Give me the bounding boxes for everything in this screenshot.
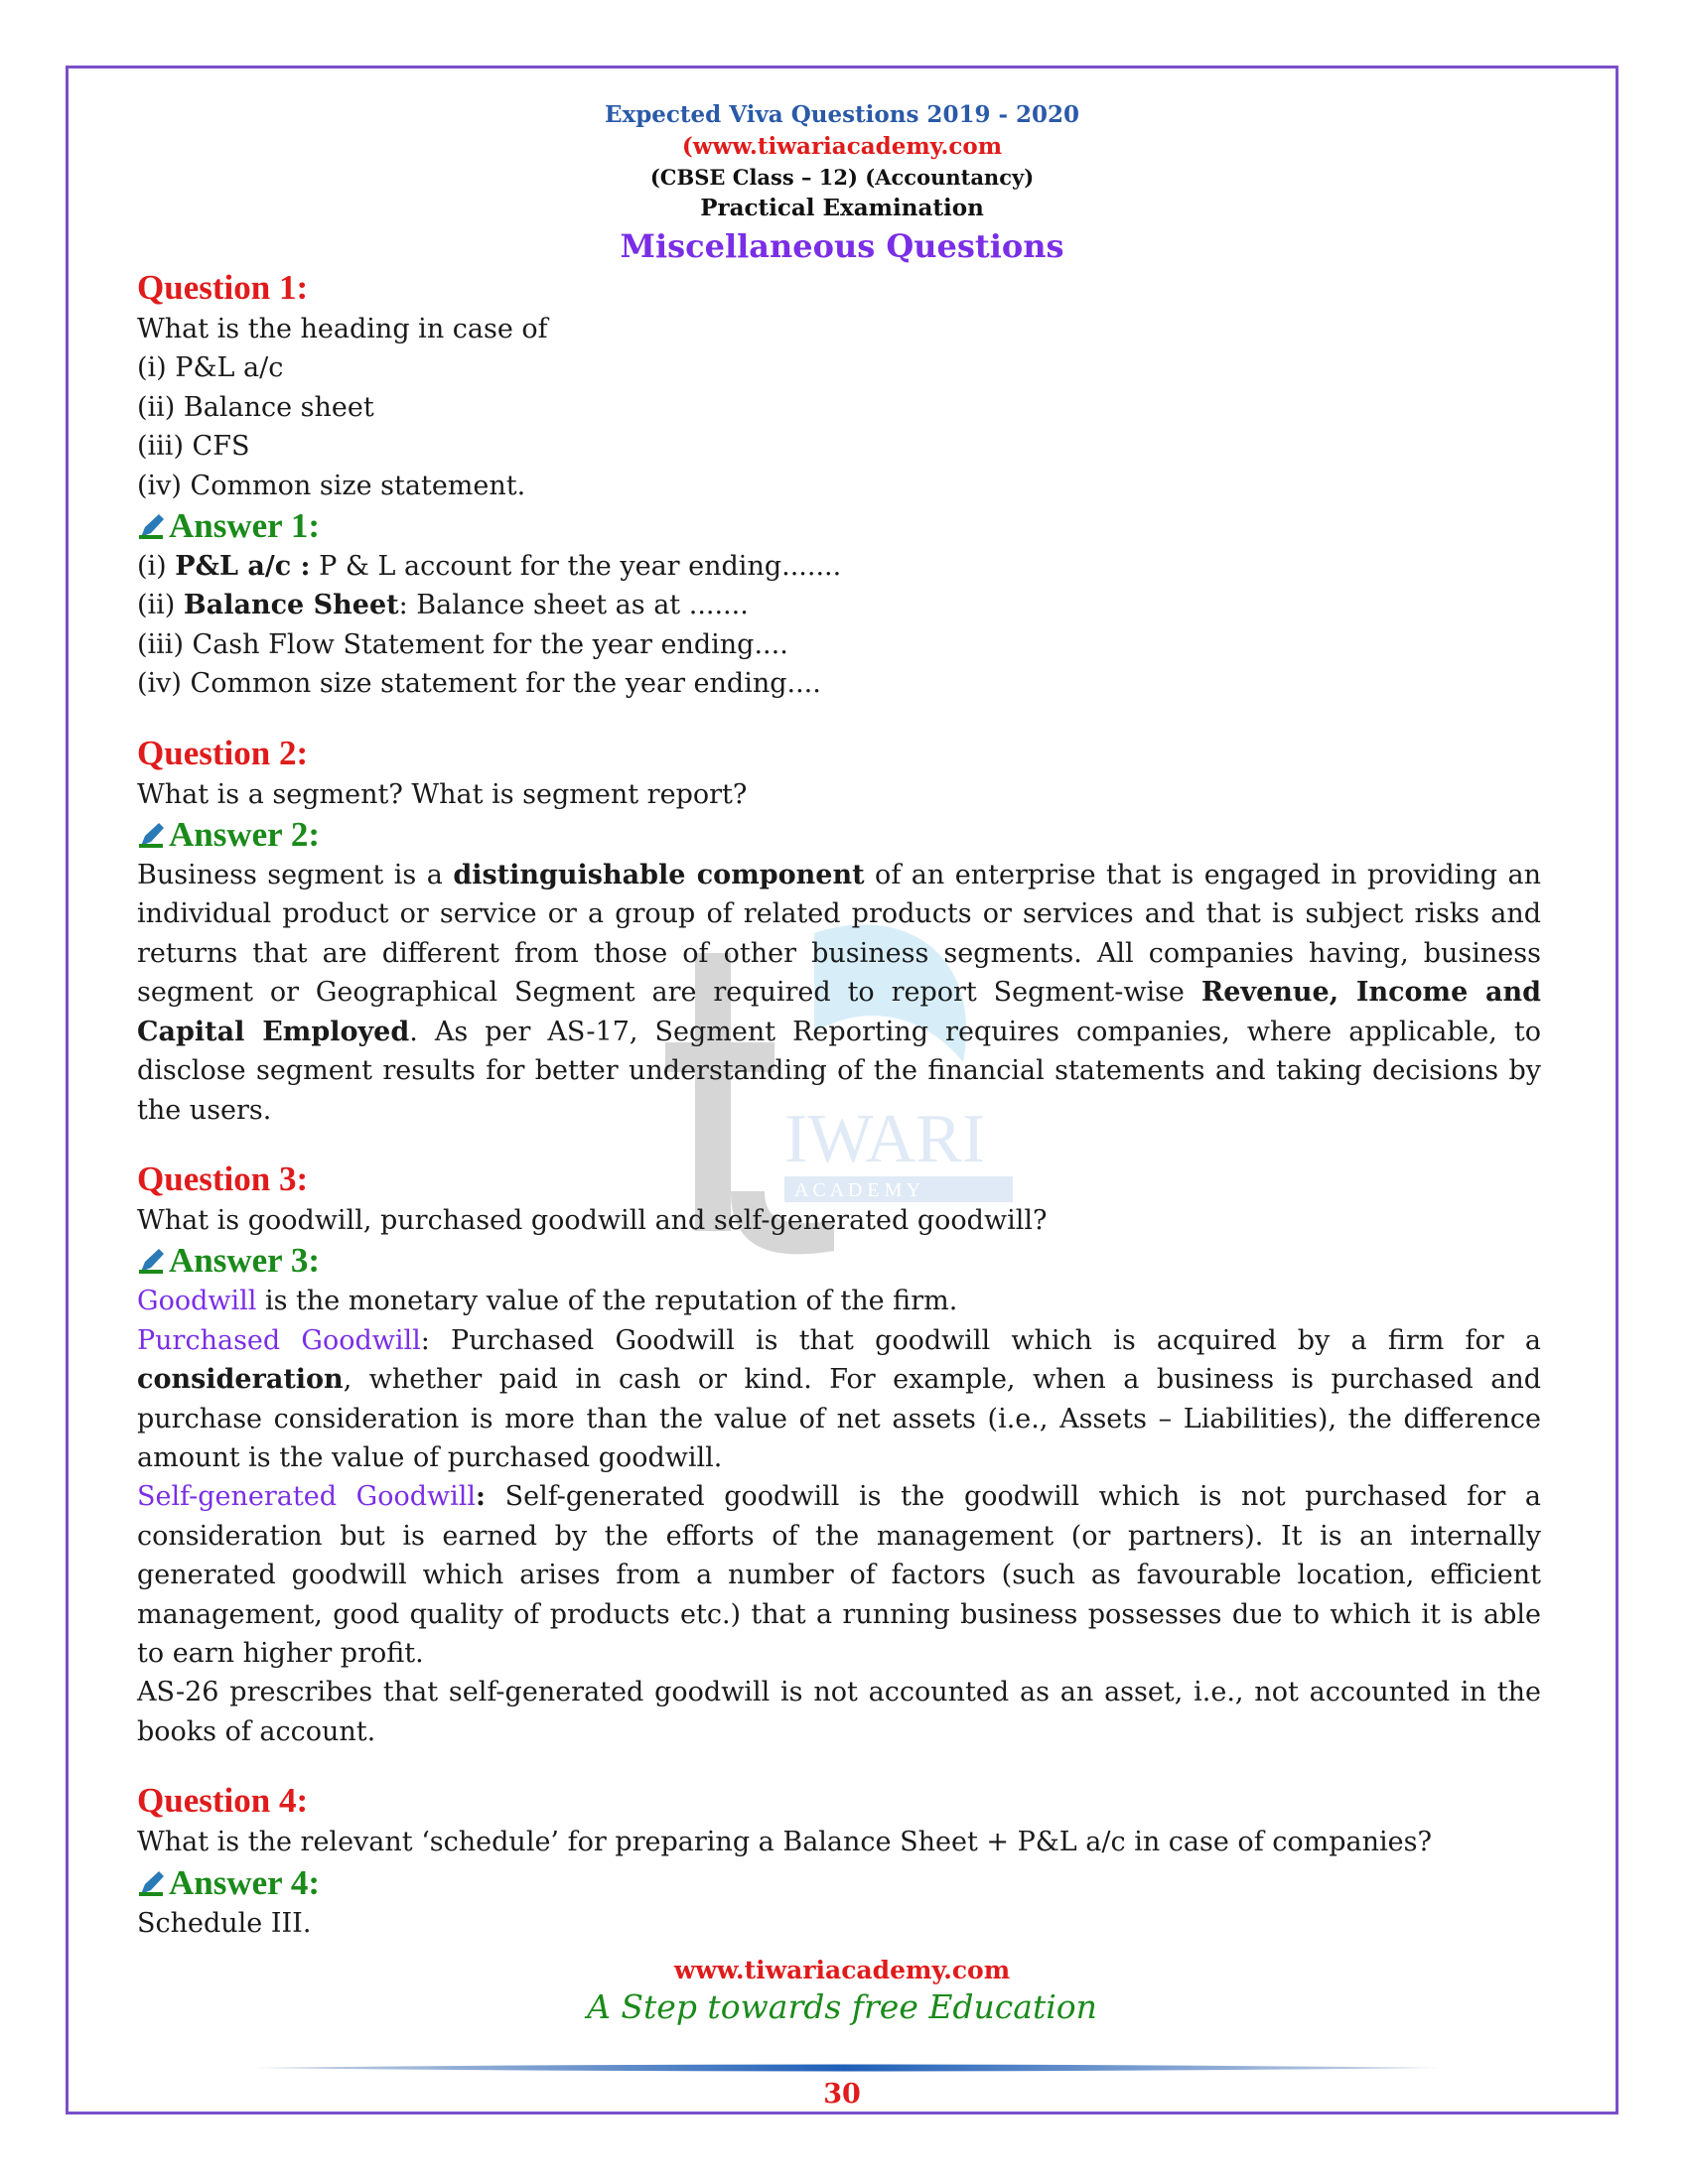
watermark-text: IWARI [784,1101,986,1177]
footer-tagline: A Step towards free Education [587,1987,1097,2026]
answer-4-label: Answer 4: [169,1862,320,1902]
page-footer [66,1954,1618,2027]
purchased-goodwill-definition [137,1321,1541,1478]
document-body [137,266,1541,1943]
answer-3-label: Answer 3: [169,1241,320,1281]
pen-icon [137,1868,167,1898]
answer-bold-term: Balance Sheet [183,590,399,621]
answer-text: (ii) [137,590,184,621]
answer-3-heading [137,1240,1541,1282]
answer-text: of an enterprise that is engaged in providing an individual product or service or a group of related products or services and that is subject risks and returns that are different from those of other business segments. All companies having, business segment or Geographical Segment are required to report Segment-wise [137,860,1541,1009]
question-3-label: Question 3: [137,1159,309,1198]
answer-text: : Purchased Goodwill is that goodwill which is acquired by a firm for a [420,1324,1541,1356]
header-section-title: Miscellaneous Questions [620,227,1064,265]
pen-icon [137,1246,167,1276]
answer-text: , whether paid in cash or kind. For example, when a business is purchased and purchase consideration is more than the value of net assets (i.e., Assets – Liabilities), the difference amount is the value of purchased goodwill. [137,1364,1541,1473]
term-self-generated-goodwill: Self-generated Goodwill [137,1481,477,1513]
answer-bold-term: Revenue, Income and Capital Employed [137,977,1541,1047]
answer-2-label: Answer 2: [169,815,320,855]
answer-1-item: (iv) Common size statement for the year ending.... [137,668,821,700]
answer-text: Business segment is a [137,860,454,891]
as26-note: AS-26 prescribes that self-generated goodwill is not accounted as an asset, i.e., not accounted in the books of account. [137,1677,1541,1747]
question-3-text: What is goodwill, purchased goodwill and self-generated goodwill? [137,1204,1048,1236]
answer-bold-term: P&L a/c : [175,551,311,583]
answer-bold-term: : [476,1481,486,1513]
page-number: 30 [823,2079,861,2110]
question-2-text: What is a segment? What is segment report? [137,778,748,810]
answer-text: Self-generated goodwill is the goodwill which is not purchased for a consideration but is earned by the efforts of the management (or partners). It is an internally generated goodwill which arises from a number of factors (such as favourable location, efficient management, good quality of products etc.) that a running business possesses due to which it is able to earn higher profit. [137,1481,1541,1669]
pen-icon [137,820,167,850]
answer-1-item: (iii) Cash Flow Statement for the year ending.... [137,628,788,660]
question-1-line: (iv) Common size statement. [137,470,526,501]
question-1-line: (ii) Balance sheet [137,391,374,423]
answer-1-item [137,586,1541,624]
answer-text: (i) [137,551,176,583]
question-4-text: What is the relevant ‘schedule’ for preparing a Balance Sheet + P&L a/c in case of companies? [137,1827,1432,1858]
page-header [66,99,1618,268]
answer-text: P & L account for the year ending....... [310,551,842,583]
question-1-label: Question 1: [137,268,309,307]
answer-text: is the monetary value of the reputation of the firm. [256,1286,958,1317]
answer-2-heading [137,814,1541,856]
question-1-line: What is the heading in case of [137,314,548,344]
answer-text: . As per AS-17, Segment Reporting requires companies, where applicable, to disclose segment results for better understanding of the financial statements and taking decisions by the users. [137,1016,1542,1126]
question-1-line: (iii) CFS [137,431,250,463]
self-generated-goodwill-definition [137,1477,1541,1673]
answer-2-paragraph [137,856,1541,1130]
pen-icon [137,511,167,541]
header-exam: Practical Examination [700,195,984,221]
header-viva-title: Expected Viva Questions 2019 - 2020 [604,101,1080,128]
header-website: (www.tiwariacademy.com [681,133,1003,160]
term-purchased-goodwill: Purchased Goodwill [137,1324,421,1356]
answer-1-label: Answer 1: [169,506,320,546]
answer-text: : Balance sheet as at ....... [398,590,749,621]
header-class-subject: (CBSE Class – 12) (Accountancy) [649,165,1035,190]
footer-website-link[interactable]: www.tiwariacademy.com [673,1956,1011,1984]
question-2-label: Question 2: [137,733,309,772]
answer-bold-term: distinguishable component [453,860,865,891]
watermark-subtext: A C A D E M Y [794,1179,921,1201]
term-goodwill: Goodwill [137,1286,257,1317]
question-1-line: (i) P&L a/c [137,352,284,384]
answer-1-item [137,547,1541,586]
answer-4-text: Schedule III. [137,1907,312,1939]
goodwill-definition [137,1282,1541,1320]
answer-bold-term: consideration [137,1364,344,1396]
question-4-label: Question 4: [137,1781,309,1821]
footer-divider [248,2063,1440,2073]
answer-4-heading [137,1862,1541,1904]
answer-1-heading [137,505,1541,547]
